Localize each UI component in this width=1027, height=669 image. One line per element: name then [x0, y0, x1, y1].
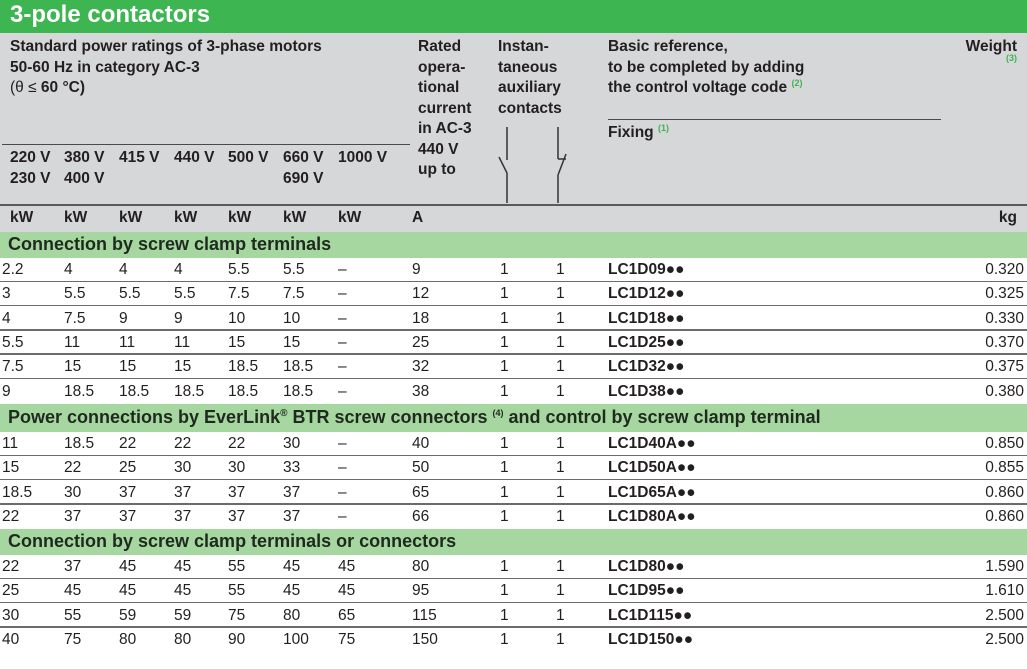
aux-no-count: 1: [500, 507, 509, 525]
weight-heading: Weight $^{(3)}$: [965, 38, 1017, 63]
voltage-500: 500 V: [228, 149, 269, 166]
table-row: [0, 258, 1027, 282]
kw-440v: 45: [174, 582, 192, 600]
aux-nc-count: 1: [556, 435, 565, 452]
voltage-380: 380 V 400 V: [64, 149, 105, 187]
aux-nc-count: 1: [556, 483, 565, 501]
rated-current: 150: [412, 630, 438, 648]
kw-415v: 22: [119, 435, 137, 452]
section-everlink: [0, 404, 1027, 432]
aux-no-count: 1: [500, 358, 509, 376]
kw-1000v: –: [338, 382, 347, 400]
kw-1000v: –: [338, 333, 347, 351]
power-ratings-line1: Standard power ratings of 3-phase motors: [10, 38, 322, 55]
rated-current: 9: [412, 261, 421, 278]
kw-440v: 4: [174, 261, 183, 278]
weight: 0.370: [985, 333, 1024, 351]
table-row: [0, 481, 1027, 505]
weight: 2.500: [985, 606, 1024, 624]
unit-amps: A: [412, 209, 424, 226]
basic-reference: LC1D25●●: [608, 333, 685, 351]
rated-current: 80: [412, 558, 430, 575]
kw-415v: 37: [119, 483, 137, 501]
kw-220v: 3: [2, 285, 11, 303]
kw-500v: 7.5: [228, 285, 250, 303]
unit-kw-4: kW: [174, 209, 198, 226]
kw-1000v: –: [338, 261, 347, 278]
basic-reference: LC1D95●●: [608, 582, 685, 600]
footnote-3: (3): [1006, 52, 1017, 63]
kw-380v: 18.5: [64, 435, 95, 452]
weight: 0.375: [985, 358, 1024, 376]
section-screw-or-connectors: [0, 529, 1027, 555]
aux-nc-count: 1: [556, 261, 565, 278]
normally-open-contact-icon: [496, 125, 516, 203]
basic-reference: LC1D18●●: [608, 309, 685, 327]
kw-415v: 45: [119, 558, 137, 575]
kw-500v: 37: [228, 483, 246, 501]
kw-500v: 75: [228, 606, 246, 624]
kw-440v: 37: [174, 483, 192, 501]
kw-500v: 55: [228, 558, 246, 575]
footnote-2: (2): [791, 77, 803, 88]
power-ratings-line3: [10, 78, 322, 99]
rated-current-heading: Rated opera- tional current in AC-3 440 V up to: [418, 38, 472, 178]
aux-no-count: 1: [500, 435, 509, 452]
aux-no-count: 1: [500, 606, 509, 624]
weight: 1.610: [985, 582, 1024, 600]
kw-660v: 37: [283, 483, 301, 501]
kw-1000v: –: [338, 507, 347, 525]
theta-condition: (θ ≤: [10, 79, 41, 96]
fixing-heading: Fixing $^{(1)}$: [608, 122, 669, 141]
kw-380v: 37: [64, 558, 82, 575]
unit-kw-6: kW: [283, 209, 307, 226]
kw-440v: 15: [174, 358, 192, 376]
section-screw-clamp: [0, 232, 1027, 258]
footnote-1: (1): [657, 122, 669, 133]
kw-415v: 5.5: [119, 285, 141, 303]
kw-380v: 5.5: [64, 285, 86, 303]
kw-220v: 30: [2, 606, 20, 624]
kw-220v: 5.5: [2, 333, 24, 351]
kw-1000v: 45: [338, 558, 356, 575]
kw-660v: 18.5: [283, 382, 314, 400]
kw-1000v: 45: [338, 582, 356, 600]
kw-220v: 25: [2, 582, 20, 600]
basic-reference: LC1D150●●: [608, 630, 694, 648]
kw-500v: 22: [228, 435, 246, 452]
kw-660v: 7.5: [283, 285, 305, 303]
kw-380v: 15: [64, 358, 82, 376]
table-row: [0, 380, 1027, 404]
kw-220v: 11: [2, 435, 19, 452]
basic-reference: LC1D09●●: [608, 261, 685, 278]
table-row: [0, 628, 1027, 652]
kw-380v: 22: [64, 459, 82, 477]
aux-nc-count: 1: [556, 333, 565, 351]
aux-no-count: 1: [500, 333, 509, 351]
basic-reference: LC1D12●●: [608, 285, 685, 303]
aux-nc-count: 1: [556, 582, 565, 600]
reference-divider: [608, 119, 941, 120]
kw-440v: 18.5: [174, 382, 205, 400]
table-row: [0, 432, 1027, 456]
aux-nc-count: 1: [556, 558, 565, 575]
kw-1000v: –: [338, 459, 347, 477]
aux-nc-count: 1: [556, 309, 565, 327]
table-row: [0, 604, 1027, 628]
kw-500v: 15: [228, 333, 246, 351]
section-title: Connection by screw clamp terminals: [8, 234, 332, 254]
power-ratings-line2: 50-60 Hz in category AC-3: [10, 58, 200, 76]
kw-500v: 18.5: [228, 382, 259, 400]
kw-440v: 59: [174, 606, 192, 624]
kw-660v: 100: [283, 630, 309, 648]
rated-current: 115: [412, 606, 437, 624]
kw-415v: 37: [119, 507, 137, 525]
kw-380v: 18.5: [64, 382, 95, 400]
rated-current: 12: [412, 285, 430, 303]
kw-380v: 75: [64, 630, 82, 648]
kw-660v: 37: [283, 507, 301, 525]
kw-660v: 5.5: [283, 261, 305, 278]
kw-1000v: –: [338, 358, 347, 376]
kw-660v: 30: [283, 435, 301, 452]
table-row: [0, 456, 1027, 480]
kw-380v: 7.5: [64, 309, 86, 327]
aux-nc-count: 1: [556, 606, 565, 624]
kw-220v: 15: [2, 459, 20, 477]
header-divider-units: [0, 204, 1027, 206]
kw-380v: 37: [64, 507, 82, 525]
aux-no-count: 1: [500, 483, 509, 501]
power-ratings-heading: [10, 37, 322, 99]
kw-415v: 59: [119, 606, 137, 624]
kw-380v: 4: [64, 261, 73, 278]
table-row: [0, 282, 1027, 306]
kw-380v: 45: [64, 582, 82, 600]
voltage-415: 415 V: [119, 149, 160, 166]
basic-reference-heading: Basic reference, to be completed by adding the control voltage code $^{(2)}$: [608, 38, 805, 96]
kw-1000v: 65: [338, 606, 356, 624]
unit-kw-7: kW: [338, 209, 362, 226]
rated-current: 25: [412, 333, 430, 351]
kw-1000v: –: [338, 483, 347, 501]
kw-220v: 7.5: [2, 358, 24, 376]
aux-nc-count: 1: [556, 285, 565, 303]
kw-380v: 30: [64, 483, 82, 501]
basic-reference: LC1D65A●●: [608, 483, 696, 501]
basic-reference: LC1D115●●: [608, 606, 693, 624]
kw-500v: 18.5: [228, 358, 259, 376]
voltage-660: 660 V 690 V: [283, 149, 324, 187]
kw-415v: 45: [119, 582, 137, 600]
rated-current: 32: [412, 358, 430, 376]
kw-660v: 45: [283, 582, 301, 600]
kw-660v: 45: [283, 558, 301, 575]
kw-1000v: –: [338, 285, 347, 303]
section-title: Power connections by EverLink® BTR screw connectors $^{(4)}$ and control by screw clamp terminal: [8, 407, 821, 427]
weight: 0.855: [985, 459, 1024, 477]
weight: 0.380: [985, 382, 1024, 400]
kw-220v: 40: [2, 630, 20, 648]
kw-440v: 5.5: [174, 285, 196, 303]
kw-220v: 22: [2, 507, 20, 525]
weight: 0.860: [985, 483, 1024, 501]
basic-reference: LC1D32●●: [608, 358, 685, 376]
weight: 1.590: [985, 558, 1024, 575]
kw-500v: 10: [228, 309, 246, 327]
table-header: [0, 33, 1027, 232]
aux-no-count: 1: [500, 459, 509, 477]
kw-415v: 15: [119, 358, 137, 376]
kw-1000v: 75: [338, 630, 356, 648]
kw-440v: 30: [174, 459, 192, 477]
kw-440v: 45: [174, 558, 192, 575]
kw-440v: 22: [174, 435, 192, 452]
aux-no-count: 1: [500, 582, 509, 600]
kw-500v: 55: [228, 582, 246, 600]
basic-reference: LC1D80A●●: [608, 507, 696, 525]
basic-reference: LC1D50A●●: [608, 459, 696, 477]
rated-current: 65: [412, 483, 430, 501]
rated-current: 95: [412, 582, 430, 600]
kw-415v: 11: [119, 333, 136, 351]
weight: 0.330: [985, 309, 1024, 327]
kw-415v: 25: [119, 459, 137, 477]
section-title: Connection by screw clamp terminals or connectors: [8, 531, 457, 551]
temperature-limit: 60 °C): [40, 79, 86, 96]
unit-kg: kg: [998, 209, 1017, 226]
kw-415v: 9: [119, 309, 128, 327]
voltage-440: 440 V: [174, 149, 215, 166]
kw-220v: 9: [2, 382, 11, 400]
table-row: [0, 505, 1027, 529]
kw-660v: 18.5: [283, 358, 314, 376]
kw-220v: 22: [2, 558, 20, 575]
title-bar: [0, 0, 1027, 33]
aux-no-count: 1: [500, 558, 509, 575]
kw-415v: 18.5: [119, 382, 150, 400]
aux-nc-count: 1: [556, 459, 565, 477]
kw-1000v: –: [338, 435, 347, 452]
unit-kw-3: kW: [119, 209, 143, 226]
kw-440v: 37: [174, 507, 192, 525]
aux-no-count: 1: [500, 285, 509, 303]
kw-660v: 33: [283, 459, 301, 477]
table-row: [0, 307, 1027, 331]
kw-440v: 80: [174, 630, 192, 648]
aux-nc-count: 1: [556, 382, 565, 400]
table-row: [0, 579, 1027, 603]
basic-reference: LC1D80●●: [608, 558, 685, 575]
aux-no-count: 1: [500, 261, 509, 278]
kw-220v: 18.5: [2, 483, 33, 501]
weight: 0.850: [985, 435, 1024, 452]
kw-220v: 4: [2, 309, 11, 327]
rated-current: 40: [412, 435, 430, 452]
unit-kw-1: kW: [10, 209, 34, 226]
kw-440v: 11: [174, 333, 191, 351]
table-row: [0, 555, 1027, 579]
kw-380v: 11: [64, 333, 81, 351]
kw-440v: 9: [174, 309, 183, 327]
footnote-4: (4): [492, 408, 504, 418]
rated-current: 66: [412, 507, 430, 525]
kw-415v: 80: [119, 630, 137, 648]
aux-nc-count: 1: [556, 507, 565, 525]
weight: 0.320: [985, 261, 1024, 278]
weight: 2.500: [985, 630, 1024, 648]
rated-current: 18: [412, 309, 430, 327]
header-divider-voltages: [2, 144, 410, 145]
aux-no-count: 1: [500, 630, 509, 648]
unit-kw-5: kW: [228, 209, 252, 226]
aux-no-count: 1: [500, 309, 509, 327]
basic-reference: LC1D38●●: [608, 382, 685, 400]
table-row: [0, 331, 1027, 355]
kw-660v: 15: [283, 333, 301, 351]
page-title: 3-pole contactors: [10, 1, 211, 28]
aux-nc-count: 1: [556, 630, 565, 648]
kw-660v: 80: [283, 606, 301, 624]
weight: 0.860: [985, 507, 1024, 525]
rated-current: 38: [412, 382, 430, 400]
voltage-220: 220 V 230 V: [10, 149, 51, 187]
kw-380v: 55: [64, 606, 82, 624]
kw-1000v: –: [338, 309, 347, 327]
weight: 0.325: [985, 285, 1024, 303]
kw-660v: 10: [283, 309, 301, 327]
basic-reference: LC1D40A●●: [608, 435, 696, 452]
kw-500v: 30: [228, 459, 246, 477]
normally-closed-contact-icon: [552, 125, 572, 203]
voltage-1000: 1000 V: [338, 149, 388, 166]
rated-current: 50: [412, 459, 430, 477]
kw-500v: 37: [228, 507, 246, 525]
table-row: [0, 355, 1027, 379]
kw-220v: 2.2: [2, 261, 24, 278]
kw-500v: 90: [228, 630, 246, 648]
kw-500v: 5.5: [228, 261, 250, 278]
unit-kw-2: kW: [64, 209, 88, 226]
aux-no-count: 1: [500, 382, 509, 400]
aux-contacts-heading: Instan- taneous auxiliary contacts: [498, 38, 562, 117]
aux-nc-count: 1: [556, 358, 565, 376]
kw-415v: 4: [119, 261, 128, 278]
